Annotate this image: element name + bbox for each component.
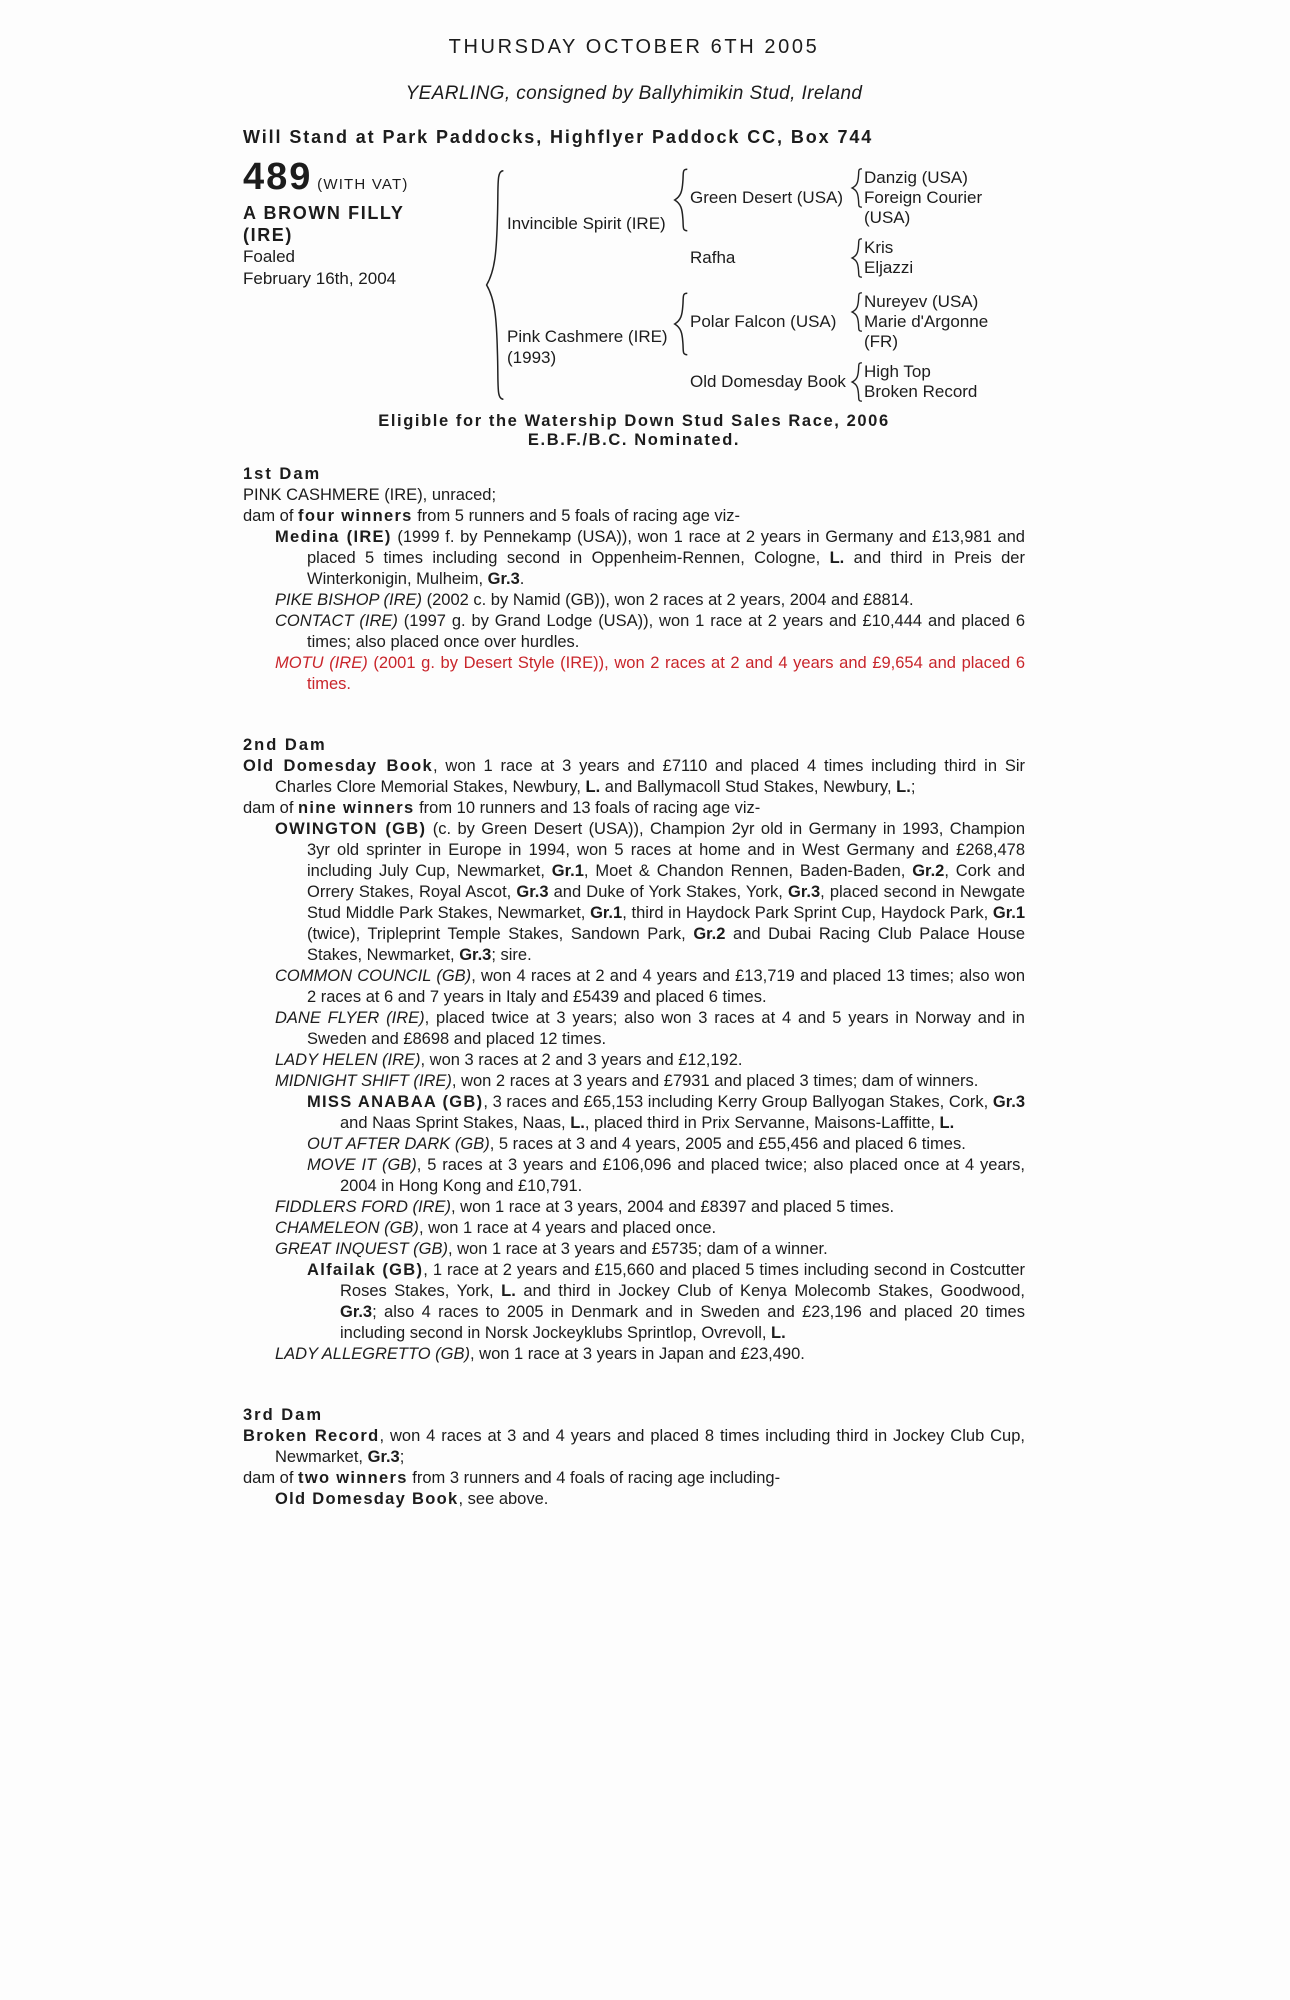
vat-note: (WITH VAT) [317, 176, 409, 193]
lot-info [243, 156, 483, 404]
pedigree-entry: DANE FLYER (IRE), placed twice at 3 years; also won 3 races at 4 and 5 years in Norway and in Sweden and £8698 and placed 12 times. [275, 1009, 1025, 1048]
ggp-name: Eljazzi [864, 258, 914, 277]
pedigree-generations [507, 166, 1025, 404]
pedigree-entry: CHAMELEON (GB), won 1 race at 4 years and placed once. [275, 1219, 717, 1237]
foaled-date: February 16th, 2004 [243, 269, 397, 288]
ggp-name: Danzig (USA) [864, 168, 968, 187]
pedigree-entry: CONTACT (IRE) (1997 g. by Grand Lodge (USA)), won 1 race at 2 years and £10,444 and placed 6 times; also placed once over hurdles. [275, 612, 1025, 651]
dam-section [243, 1405, 1025, 1510]
pedigree-table [243, 156, 1025, 404]
lot-description-line2: (IRE) [243, 225, 293, 245]
dam-year: (1993) [507, 348, 557, 367]
grandsire-name: Green Desert (USA) [690, 188, 844, 207]
dam-brace [672, 292, 690, 356]
granddam-name: Old Domesday Book [690, 372, 846, 391]
grandsire-row [690, 168, 1025, 228]
pedigree-entry: dam of two winners from 3 runners and 4 foals of racing age including- [243, 1469, 781, 1487]
lot-description-line1: A BROWN FILLY [243, 203, 405, 223]
sire-name-block [507, 213, 672, 234]
pedigree-entry: PIKE BISHOP (IRE) (2002 c. by Namid (GB)), won 2 races at 2 years, 2004 and £8814. [275, 591, 914, 609]
dam-heading: 2nd Dam [243, 736, 327, 754]
pedigree-entry: LADY HELEN (IRE), won 3 races at 2 and 3 years and £12,192. [275, 1051, 743, 1069]
lot-number-row [243, 156, 483, 198]
dam-heading: 3rd Dam [243, 1406, 324, 1424]
pedigree-entry: dam of nine winners from 10 runners and 13 foals of racing age viz- [243, 799, 761, 817]
pedigree-entry: MOTU (IRE) (2001 g. by Desert Style (IRE)), won 2 races at 2 and 4 years and £9,654 and placed 6 times. [275, 654, 1025, 693]
granddam-row [690, 362, 1025, 402]
pedigree-entry: COMMON COUNCIL (GB), won 4 races at 2 and 4 years and £13,719 and placed 13 times; also won 2 races at 6 and 7 years in Italy and £5439 and placed 6 times. [275, 967, 1025, 1006]
ggp-name: Marie d'Argonne (FR) [864, 312, 989, 351]
brace-icon [850, 362, 864, 402]
granddam-brace [850, 238, 864, 278]
dam-section [243, 464, 1025, 695]
grandsire-brace [850, 292, 864, 332]
great-grandparents [864, 362, 1025, 402]
brace-icon [483, 166, 507, 404]
pedigree-entry: OWINGTON (GB) (c. by Green Desert (USA)), Champion 2yr old in Germany in 1993, Champion 3yr old sprinter in Europe in 1994, won 5 races at home and in West Germany and £268,478 including July Cup, Newmarket, Gr.1, Moet & Chandon Rennen, Baden-Baden, Gr.2, Cork and Orrery Stakes, Royal Ascot, Gr.3 and Duke of York Stakes, York, Gr.3, placed second in Newgate Stud Middle Park Stakes, Newmarket, Gr.1, third in Haydock Park Sprint Cup, Haydock Park, Gr.1 (twice), Tripleprint Temple Stakes, Sandown Park, Gr.2 and Dubai Racing Club Palace House Stakes, Newmarket, Gr.3; sire. [275, 820, 1026, 964]
grandsire-name: Polar Falcon (USA) [690, 312, 837, 331]
eligibility-line: Eligible for the Watership Down Stud Sales Race, 2006 [378, 412, 890, 430]
brace-icon [672, 292, 690, 356]
granddam-row [690, 238, 1025, 278]
brace-icon [672, 168, 690, 232]
foaled-label: Foaled [243, 247, 295, 266]
consignor-line: YEARLING, consigned by Ballyhimikin Stud, Ireland [405, 83, 863, 104]
ggp-name: Kris [864, 238, 894, 257]
pedigree-entry: Old Domesday Book, won 1 race at 3 years and £7110 and placed 4 times including third in Sir Charles Clore Memorial Stakes, Newbury, L. and Ballymacoll Stud Stakes, Newbury, L.; [243, 757, 1025, 796]
ggp-name: High Top [864, 362, 931, 381]
grandsire-brace [850, 168, 864, 208]
dam-grandparents [690, 292, 1025, 402]
stand-location-line: Will Stand at Park Paddocks, Highflyer Paddock CC, Box 744 [243, 127, 874, 147]
brace-icon [850, 168, 864, 208]
brace-icon [850, 238, 864, 278]
dam-sections [243, 464, 1025, 1510]
dam-heading: 1st Dam [243, 465, 322, 483]
lot-number: 489 [243, 156, 313, 198]
pedigree-entry: dam of four winners from 5 runners and 5 foals of racing age viz- [243, 507, 741, 525]
pedigree-entry: Alfailak (GB), 1 race at 2 years and £15,660 and placed 5 times including second in Costcutter Roses Stakes, York, L. and third in Jockey Club of Kenya Molecomb Stakes, Goodwood, Gr.3; also 4 races to 2005 in Denmark and in Sweden and £23,196 and placed 20 times including second in Norsk Jockeyklubs Sprintlop, Ovrevoll, L. [307, 1261, 1026, 1342]
pedigree-entry: MOVE IT (GB), 5 races at 3 years and £106,096 and placed twice; also placed once at 4 years, 2004 in Hong Kong and £10,791. [307, 1156, 1025, 1195]
pedigree-entry: Medina (IRE) (1999 f. by Pennekamp (USA)), won 1 race at 2 years in Germany and £13,981 and placed 5 times including second in Oppenheim-Rennen, Cologne, L. and third in Preis der Winterkonigin, Mulheim, Gr.3. [275, 528, 1025, 588]
ggp-name: Broken Record [864, 382, 978, 401]
pedigree-brace-main [483, 166, 507, 404]
pedigree-entry: FIDDLERS FORD (IRE), won 1 race at 3 years, 2004 and £8397 and placed 5 times. [275, 1198, 895, 1216]
dam-section [243, 735, 1025, 1365]
grandsire-row [690, 292, 1025, 352]
page-title: THURSDAY OCTOBER 6TH 2005 [448, 36, 820, 58]
catalogue-content [243, 0, 1025, 1510]
dam-section-pedigree [507, 292, 1025, 402]
sire-name: Invincible Spirit (IRE) [507, 213, 666, 233]
pedigree-entry: LADY ALLEGRETTO (GB), won 1 race at 3 years in Japan and £23,490. [275, 1345, 805, 1363]
nomination-line: E.B.F./B.C. Nominated. [527, 431, 741, 449]
great-grandparents [864, 168, 1025, 228]
great-grandparents [864, 292, 1025, 352]
sire-section [507, 168, 1025, 278]
sire-brace [672, 168, 690, 232]
ggp-name: Nureyev (USA) [864, 292, 979, 311]
pedigree-entry: MISS ANABAA (GB), 3 races and £65,153 including Kerry Group Ballyogan Stakes, Cork, Gr.3 and Naas Sprint Stakes, Naas, L., placed third in Prix Servanne, Maisons-Laffitte, L. [307, 1093, 1025, 1132]
great-grandparents [864, 238, 1025, 278]
pedigree-entry: PINK CASHMERE (IRE), unraced; [243, 486, 497, 504]
granddam-name: Rafha [690, 248, 736, 267]
granddam-brace [850, 362, 864, 402]
sire-grandparents [690, 168, 1025, 278]
pedigree-entry: GREAT INQUEST (GB), won 1 race at 3 years and £5735; dam of a winner. [275, 1240, 828, 1258]
pedigree-entry: Broken Record, won 4 races at 3 and 4 years and placed 8 times including third in Jockey Club Cup, Newmarket, Gr.3; [243, 1427, 1025, 1466]
ggp-name: Foreign Courier (USA) [864, 188, 983, 227]
pedigree-entry: OUT AFTER DARK (GB), 5 races at 3 and 4 years, 2005 and £55,456 and placed 6 times. [307, 1135, 966, 1153]
pedigree-entry: Old Domesday Book, see above. [275, 1490, 549, 1508]
dam-name: Pink Cashmere (IRE) [507, 327, 668, 346]
dam-name-block [507, 326, 672, 368]
brace-icon [850, 292, 864, 332]
pedigree-entry: MIDNIGHT SHIFT (IRE), won 2 races at 3 years and £7931 and placed 3 times; dam of winners. [275, 1072, 979, 1090]
